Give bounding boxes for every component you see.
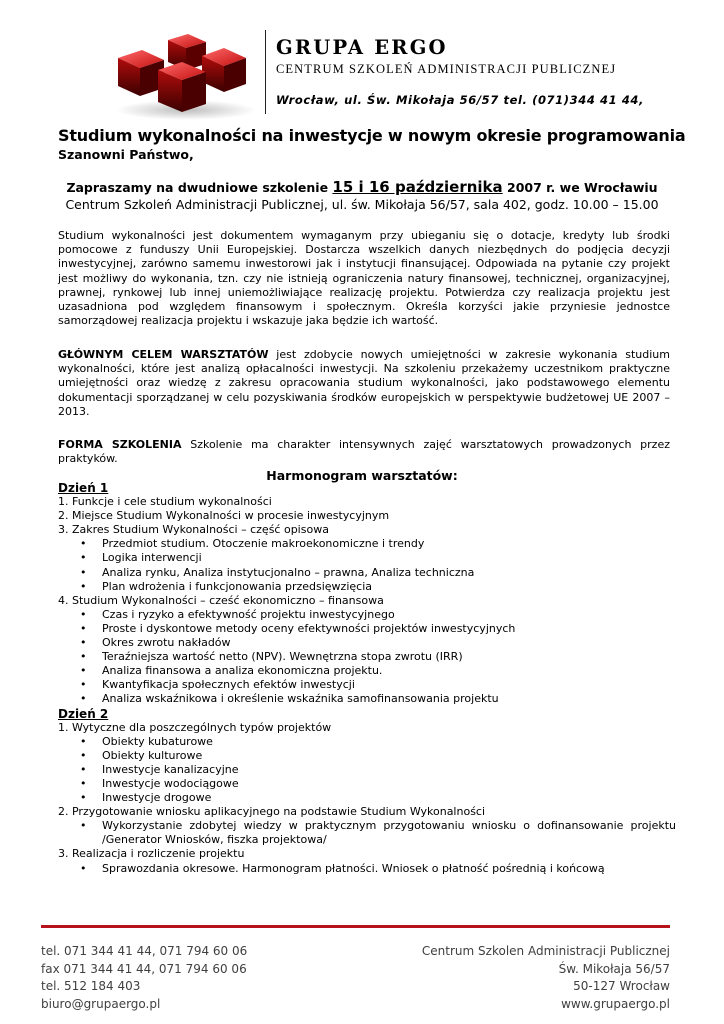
bullet-item: • Inwestycje wodociągowe bbox=[58, 777, 678, 791]
footer-fax: fax 071 344 41 44, 071 794 60 06 bbox=[41, 961, 247, 976]
bullet-item: • Obiekty kubaturowe bbox=[58, 735, 678, 749]
bullet-item: • Teraźniejsza wartość netto (NPV). Wewnętrzna stopa zwrotu (IRR) bbox=[58, 650, 678, 664]
schedule-list bbox=[58, 481, 678, 876]
list-item: 3. Zakres Studium Wykonalności – część opisowa bbox=[58, 523, 329, 537]
greeting: Szanowni Państwo, bbox=[58, 147, 194, 162]
bullet-item: • Sprawozdania okresowe. Harmonogram płatności. Wniosek o płatność pośrednią i końcową bbox=[58, 862, 678, 876]
day-2-heading: Dzień 2 bbox=[58, 706, 109, 721]
footer-city: 50-127 Wrocław bbox=[573, 979, 670, 994]
bullet-item: • Obiekty kulturowe bbox=[58, 749, 678, 763]
form-text: Szkolenie ma charakter intensywnych zajęć warsztatowych prowadzonych przez praktyków. bbox=[58, 438, 670, 466]
invite-line bbox=[0, 178, 724, 196]
bullet-item: • Przedmiot studium. Otoczenie makroekonomiczne i trendy bbox=[58, 537, 678, 551]
form-lead: FORMA SZKOLENIA bbox=[58, 438, 182, 451]
footer-phone: tel. 071 344 41 44, 071 794 60 06 bbox=[41, 944, 248, 958]
bullet-item: • Czas i ryzyko a efektywność projektu inwestycyjnego bbox=[58, 608, 678, 622]
footer-address bbox=[422, 943, 670, 1013]
invite-date: 15 i 16 października bbox=[332, 178, 503, 196]
list-item: 4. Studium Wykonalności – cześć ekonomiczno – finansowa bbox=[58, 593, 384, 607]
footer-street: Św. Mikołaja 56/57 bbox=[558, 961, 670, 976]
venue-line: Centrum Szkoleń Administracji Publicznej, ul. św. Mikołaja 56/57, sala 402, godz. 10.00 – 15.00 bbox=[65, 197, 659, 212]
company-subtitle: CENTRUM SZKOLEŃ ADMINISTRACJI PUBLICZNEJ bbox=[276, 62, 617, 76]
footer-email[interactable]: biuro@grupaergo.pl bbox=[41, 996, 161, 1011]
footer-org: Centrum Szkolen Administracji Publicznej bbox=[421, 944, 670, 958]
footer-divider bbox=[41, 925, 670, 928]
list-item: 3. Realizacja i rozliczenie projektu bbox=[58, 847, 245, 861]
bullet-item: • Analiza rynku, Analiza instytucjonalno – prawna, Analiza techniczna bbox=[58, 566, 678, 580]
list-item: 2. Przygotowanie wniosku aplikacyjnego na podstawie Studium Wykonalności bbox=[58, 805, 486, 819]
bullet-item: • Okres zwrotu nakładów bbox=[58, 636, 678, 650]
list-item: 1. Funkcje i cele studium wykonalności bbox=[58, 495, 272, 509]
footer-website[interactable]: www.grupaergo.pl bbox=[561, 996, 670, 1011]
list-item: 2. Miejsce Studium Wykonalności w procesie inwestycyjnym bbox=[58, 509, 390, 523]
goal-lead: GŁÓWNYM CELEM WARSZTATÓW bbox=[58, 348, 269, 361]
bullet-item: • Inwestycje drogowe bbox=[58, 791, 678, 805]
bullet-item: • Kwantyfikacja społecznych efektów inwestycji bbox=[58, 678, 678, 692]
red-cubes-logo-icon bbox=[108, 30, 258, 122]
company-name: GRUPA ERGO bbox=[276, 36, 448, 59]
bullet-item: • Inwestycje kanalizacyjne bbox=[58, 763, 678, 777]
invite-suffix: 2007 r. we Wrocławiu bbox=[507, 180, 658, 195]
bullet-item: • Proste i dyskontowe metody oceny efektywności projektów inwestycyjnych bbox=[58, 622, 678, 636]
day-1-heading: Dzień 1 bbox=[58, 481, 109, 495]
list-item: 1. Wytyczne dla poszczególnych typów projektów bbox=[58, 720, 332, 734]
bullet-item: • Wykorzystanie zdobytej wiedzy w praktycznym przygotowaniu wniosku o dofinansowanie projektu /Generator Wniosków, fiszka projektowa/ bbox=[58, 819, 678, 847]
bullet-item: • Logika interwencji bbox=[58, 551, 678, 565]
footer-mobile: tel. 512 184 403 bbox=[41, 979, 141, 994]
form-paragraph bbox=[58, 438, 670, 466]
footer-contact bbox=[41, 943, 247, 1013]
bullet-item: • Analiza wskaźnikowa i określenie wskaźnika samofinansowania projektu bbox=[58, 692, 678, 706]
company-address: Wrocław, ul. Św. Mikołaja 56/57 tel. (071)344 41 44, bbox=[276, 93, 645, 107]
goal-text: jest zdobycie nowych umiejętności w zakresie wykonania studium wykonalności, które jest analizą opłacalności inwestycji. Na szkoleniu przekażemy uczestnikom praktyczne umiejętności oraz wiedzę z zakresu opracowania studium wykonalności, jako podstawowego elementu dokumentacji sporządzanej w celu pozyskiwania środków europejskich w perspektywie budżetowej UE 2007 – 2013. bbox=[58, 348, 670, 418]
document-title: Studium wykonalności na inwestycje w nowym okresie programowania bbox=[58, 126, 686, 145]
bullet-item: • Analiza finansowa a analiza ekonomiczna projektu. bbox=[58, 664, 678, 678]
bullet-item: • Plan wdrożenia i funkcjonowania przedsięwzięcia bbox=[58, 580, 678, 594]
invite-prefix: Zapraszamy na dwudniowe szkolenie bbox=[66, 180, 329, 195]
header-divider bbox=[265, 30, 266, 114]
intro-paragraph: Studium wykonalności jest dokumentem wymaganym przy ubieganiu się o dotacje, kredyty lub środki pomocowe z funduszy Unii Europejskiej. Dostarcza wszelkich danych niezbędnych do podjęcia decyzji inwestycyjnej, zarówno samemu inwestorowi jak i instytucji finansującej. Odpowiada na pytanie czy projekt jest możliwy do wykonania, tzn. czy nie istnieją ograniczenia natury finansowej, technicznej, organizacyjnej, prawnej, rynkowej lub innej uniemożliwiające realizację projektu. Potwierdza czy realizacja projektu jest uzasadniona pod względem finansowym i społecznym. Określa korzyści jakie przyniesie jednostce samorządowej realizacja projektu i wskazuje jaka będzie ich wartość. bbox=[58, 229, 670, 328]
schedule-title: Harmonogram warsztatów: bbox=[266, 468, 458, 483]
goal-paragraph bbox=[58, 348, 670, 419]
